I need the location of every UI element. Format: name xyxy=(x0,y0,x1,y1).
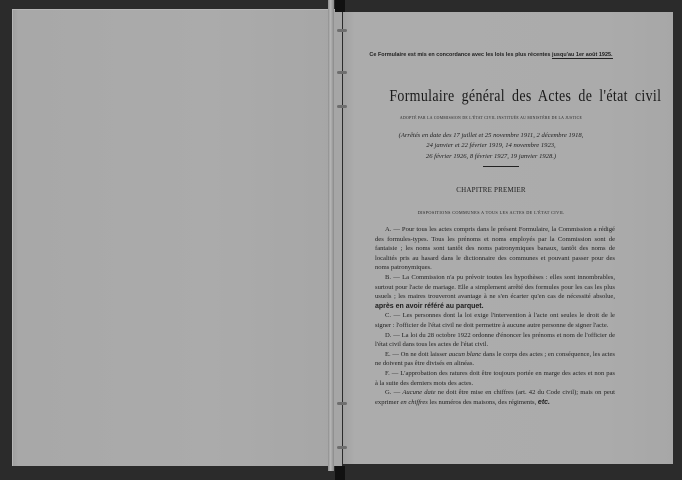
paragraph-e-text-end: dans le corps des actes ; en conséquence, les actes ne doivent pas être divisés en alinéas. xyxy=(375,350,616,368)
binding-stitch xyxy=(337,446,347,449)
binding-stitch xyxy=(337,105,347,108)
binding-stitch xyxy=(337,402,347,405)
spine-gap-top xyxy=(335,0,345,12)
paragraph-b-text: B. — La Commission n'a pu prévoir toutes les hypothèses : elles sont innombrables, surtout pour l'acte de mariage. Elle a simplement arrêté des formules pour les cas les plus usuels ; les maires trouveront avantage à ne s'en écarter qu'en cas de nécessité absolue, xyxy=(375,273,615,301)
binding-stitch xyxy=(337,71,347,74)
paragraph-f: F. — L'approbation des ratures doit être toujours portée en marge des actes et non pas à la suite des derniers mots des actes. xyxy=(375,369,615,387)
paragraph-g-text-mid: ne doit être mise en chiffres (art. 42 du Code civil); mais on peut exprimer xyxy=(375,389,615,406)
book-spine xyxy=(328,0,334,471)
document-subtitle: ADOPTÉ PAR LA COMMISSION DE L'ÉTAT CIVIL INSTITUÉE AU MINISTÈRE DE LA JUSTICE xyxy=(399,116,583,120)
document-title: Formulaire général des Actes de l'état civil xyxy=(389,86,662,105)
paragraph-g-text: G. — xyxy=(385,389,403,397)
spine-gap-bottom xyxy=(335,466,345,480)
section-heading: DISPOSITIONS COMMUNES A TOUS LES ACTES DE L'ÉTAT CIVIL xyxy=(417,210,565,215)
left-page-blank xyxy=(12,9,342,466)
chapter-heading: CHAPITRE PREMIER xyxy=(456,186,526,194)
divider-rule xyxy=(483,166,519,167)
paragraph-a: A. — Pour tous les actes compris dans le présent Formulaire, la Commission a rédigé des formules-types. Tous les prénoms et noms employés par la Commission sont de fantaisie ; les noms sont tantôt des noms patronymiques banaux, tantôt des noms de localités pris au hasard dans le dictionnaire des communes et pouvant passer pour des noms patronymiques. xyxy=(375,226,615,272)
paragraph-d: D. — La loi du 28 octobre 1922 ordonne d'énoncer les prénoms et nom de l'officier de l'état civil dans tous les actes de l'état civil. xyxy=(375,331,615,349)
paragraph-g-etc: etc. xyxy=(537,398,550,406)
paragraph-e xyxy=(375,350,615,369)
arretes-line: 24 janvier et 22 février 1919, 14 novembre 1923, xyxy=(426,142,556,150)
paragraph-g-italic: Aucune date xyxy=(402,389,436,397)
paragraph-b-bold: après en avoir référé au parquet. xyxy=(375,302,484,310)
notice-date-underlined: jusqu'au 1er août 1925. xyxy=(552,52,613,58)
paragraph-b xyxy=(375,273,615,311)
paragraph-e-text: E. — On ne doit laisser xyxy=(385,350,449,358)
arretes-line: (Arrêtés en date des 17 juillet et 25 novembre 1911, 2 décembre 1918, xyxy=(398,132,584,139)
paragraph-e-italic: aucun blanc xyxy=(448,350,482,358)
paragraph-g xyxy=(375,388,615,407)
arretes-line: 26 février 1926, 8 février 1927, 19 janvier 1928.) xyxy=(425,152,557,160)
arretes-dates xyxy=(367,131,615,162)
body-text xyxy=(375,225,615,407)
concordance-notice xyxy=(367,52,615,58)
binding-stitch xyxy=(337,29,347,32)
notice-text: Ce Formulaire est mis en concordance avec les lois les plus récentes xyxy=(369,52,553,58)
paragraph-c: C. — Les personnes dont la loi exige l'intervention à l'acte ont seules le droit de le signer : l'officier de l'état civil ne doit permettre à aucune autre personne de signer l'acte. xyxy=(375,312,615,329)
paragraph-g-italic2: en chiffres xyxy=(400,398,428,406)
paragraph-g-text-end: les numéros des maisons, des régiments, xyxy=(427,398,538,406)
